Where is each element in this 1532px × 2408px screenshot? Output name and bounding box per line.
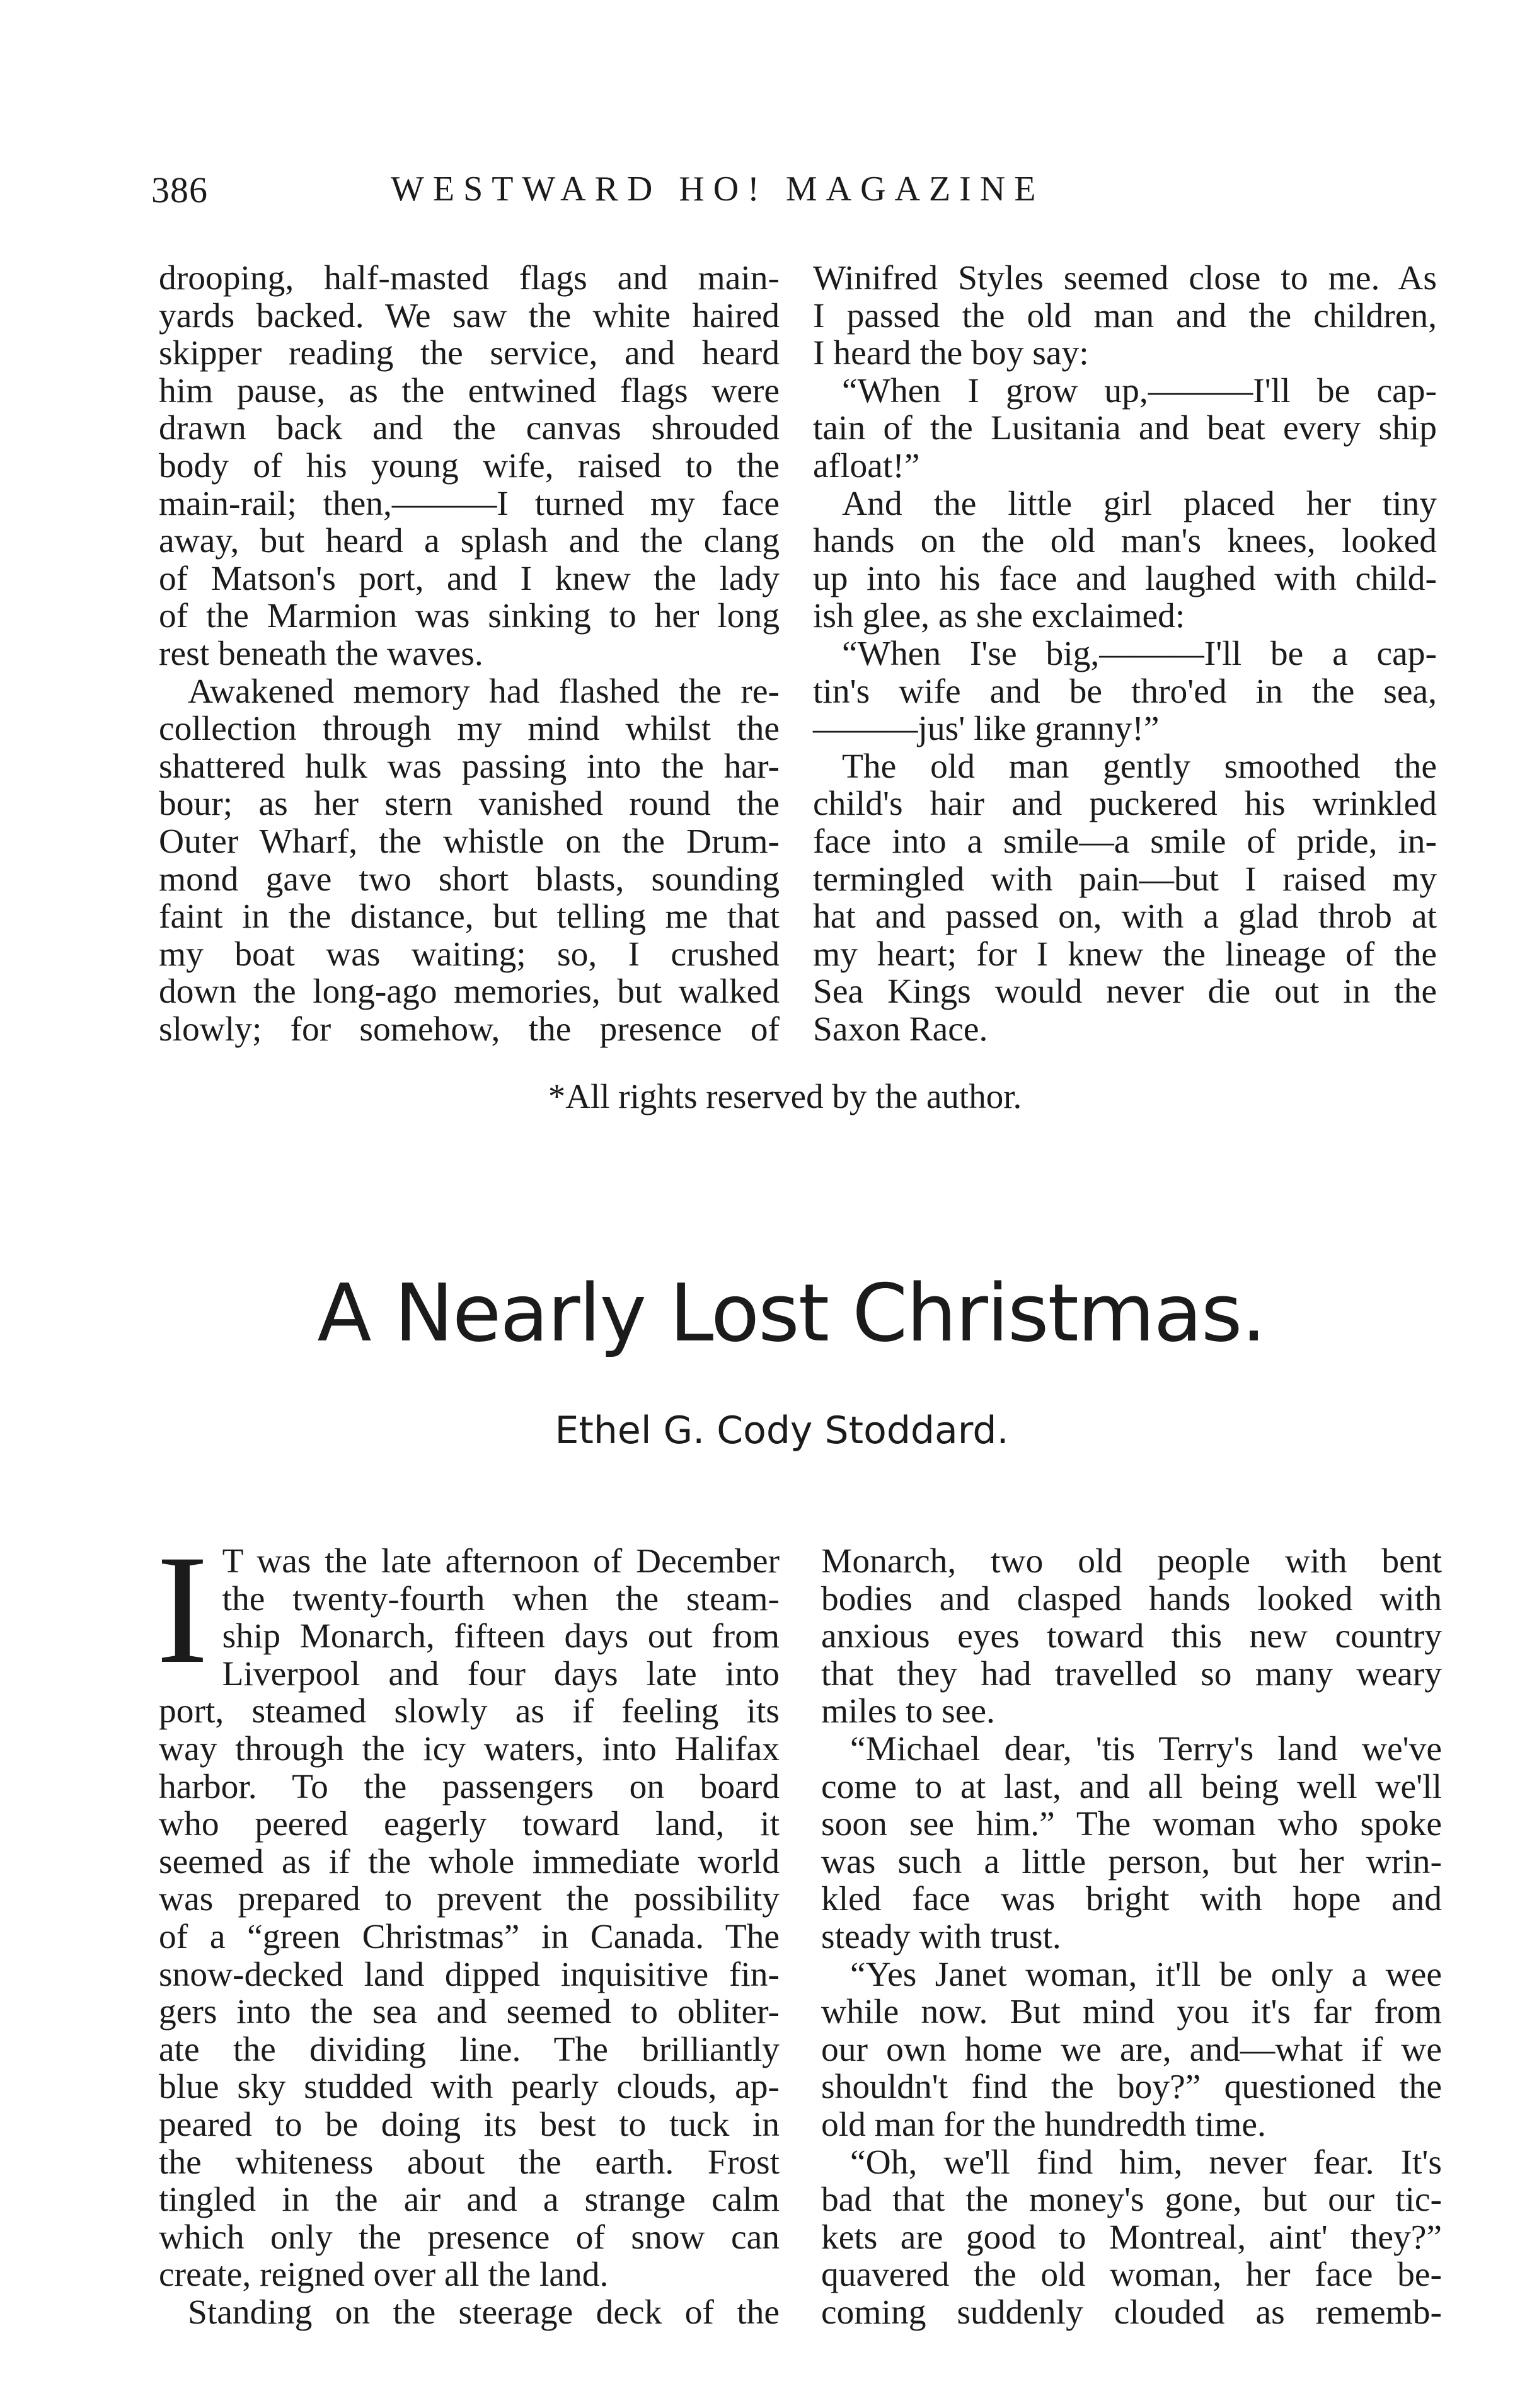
- text-line: our own home we are, and—what if we: [821, 2030, 1442, 2069]
- text-line: miles to see.: [821, 1692, 995, 1731]
- text-line: skipper reading the service, and heard: [159, 334, 780, 373]
- text-line: down the long-ago memories, but walked: [159, 972, 780, 1011]
- text-line: drooping, half-masted flags and main-: [159, 259, 780, 297]
- page-number: 386: [151, 170, 208, 210]
- text-line: of the Marmion was sinking to her long: [159, 597, 780, 636]
- text-line: And the little girl placed her tiny: [842, 484, 1437, 523]
- text-line: I heard the boy say:: [813, 334, 1089, 373]
- text-line: collection through my mind whilst the: [159, 710, 780, 749]
- text-line: snow-decked land dipped inquisitive fin-: [159, 1955, 780, 1994]
- text-line: kled face was bright with hope and: [821, 1880, 1442, 1919]
- text-line: hands on the old man's knees, looked: [813, 522, 1437, 561]
- text-line: of a “green Christmas” in Canada. The: [159, 1917, 780, 1956]
- running-head: [151, 169, 1160, 219]
- text-line: tain of the Lusitania and beat every ship: [813, 409, 1437, 448]
- text-line: termingled with pain—but I raised my: [813, 860, 1437, 899]
- text-line: kets are good to Montreal, aint' they?”: [821, 2218, 1442, 2257]
- text-line: I passed the old man and the children,: [813, 296, 1437, 335]
- text-line: Winifred Styles seemed close to me. As: [813, 259, 1437, 297]
- bottom-right-column: [821, 1542, 1442, 2332]
- text-line: him pause, as the entwined flags were: [159, 371, 780, 410]
- text-line: T was the late afternoon of December: [222, 1542, 780, 1581]
- text-line: my heart; for I knew the lineage of the: [813, 935, 1437, 974]
- text-line: Sea Kings would never die out in the: [813, 972, 1437, 1011]
- text-line: create, reigned over all the land.: [159, 2255, 609, 2295]
- text-line: rest beneath the waves.: [159, 634, 483, 673]
- text-line: main-rail; then,———I turned my face: [159, 484, 780, 523]
- text-line: soon see him.” The woman who spoke: [821, 1805, 1442, 1844]
- text-line: Outer Wharf, the whistle on the Drum-: [159, 822, 780, 861]
- text-line: seemed as if the whole immediate world: [159, 1842, 780, 1881]
- text-line: which only the presence of snow can: [159, 2218, 780, 2257]
- text-line: The old man gently smoothed the: [842, 747, 1437, 786]
- text-line: anxious eyes toward this new country: [821, 1617, 1442, 1656]
- text-line: “When I grow up,———I'll be cap-: [842, 371, 1437, 410]
- text-line: bad that the money's gone, but our tic-: [821, 2180, 1442, 2220]
- text-line: away, but heard a splash and the clang: [159, 522, 780, 561]
- text-line: “When I'se big,———I'll be a cap-: [842, 634, 1437, 673]
- footnote: *All rights reserved by the author.: [548, 1077, 1022, 1115]
- text-line: was prepared to prevent the possibility: [159, 1880, 780, 1919]
- text-line: harbor. To the passengers on board: [159, 1767, 780, 1806]
- text-line: who peered eagerly toward land, it: [159, 1805, 780, 1844]
- text-line: come to at last, and all being well we'll: [821, 1767, 1442, 1806]
- text-line: gers into the sea and seemed to obliter-: [159, 1993, 780, 2032]
- text-line: peared to be doing its best to tuck in: [159, 2105, 780, 2144]
- text-line: that they had travelled so many weary: [821, 1654, 1442, 1693]
- text-line: faint in the distance, but telling me that: [159, 897, 780, 936]
- text-line: the whiteness about the earth. Frost: [159, 2143, 780, 2182]
- text-line: port, steamed slowly as if feeling its: [159, 1692, 780, 1731]
- text-line: up into his face and laughed with child-: [813, 559, 1437, 598]
- text-line: shouldn't find the boy?” questioned the: [821, 2068, 1442, 2107]
- text-line: ate the dividing line. The brilliantly: [159, 2030, 780, 2069]
- text-line: tingled in the air and a strange calm: [159, 2180, 780, 2220]
- text-line: mond gave two short blasts, sounding: [159, 860, 780, 899]
- text-line: of Matson's port, and I knew the lady: [159, 559, 780, 598]
- text-line: quavered the old woman, her face be-: [821, 2255, 1442, 2295]
- text-line: Saxon Race.: [813, 1010, 988, 1049]
- article-title: A Nearly Lost Christmas.: [317, 1267, 1265, 1359]
- text-line: “Yes Janet woman, it'll be only a wee: [850, 1955, 1442, 1994]
- drop-cap: I: [156, 1523, 209, 1696]
- text-line: “Michael dear, 'tis Terry's land we've: [850, 1729, 1442, 1768]
- text-line: child's hair and puckered his wrinkled: [813, 785, 1437, 824]
- text-line: ship Monarch, fifteen days out from: [222, 1617, 780, 1656]
- text-line: shattered hulk was passing into the har-: [159, 747, 780, 786]
- text-line: yards backed. We saw the white haired: [159, 296, 780, 335]
- text-line: while now. But mind you it's far from: [821, 1993, 1442, 2032]
- text-line: slowly; for somehow, the presence of: [159, 1010, 780, 1049]
- text-line: “Oh, we'll find him, never fear. It's: [850, 2143, 1442, 2182]
- text-line: tin's wife and be thro'ed in the sea,: [813, 672, 1437, 711]
- text-line: way through the icy waters, into Halifax: [159, 1729, 780, 1768]
- text-line: blue sky studded with pearly clouds, ap-: [159, 2068, 780, 2107]
- text-line: coming suddenly clouded as rememb-: [821, 2293, 1442, 2332]
- magazine-title: WESTWARD HO! MAGAZINE: [391, 170, 1045, 209]
- text-line: bour; as her stern vanished round the: [159, 785, 780, 824]
- article-author: Ethel G. Cody Stoddard.: [555, 1409, 1009, 1453]
- text-line: Monarch, two old people with bent: [821, 1542, 1442, 1581]
- text-line: steady with trust.: [821, 1917, 1061, 1956]
- text-line: face into a smile—a smile of pride, in-: [813, 822, 1437, 861]
- text-line: hat and passed on, with a glad throb at: [813, 897, 1437, 936]
- text-line: ———jus' like granny!”: [813, 710, 1160, 749]
- text-line: drawn back and the canvas shrouded: [159, 409, 780, 448]
- text-line: ish glee, as she exclaimed:: [813, 597, 1185, 636]
- top-right-column: [813, 260, 1437, 1054]
- text-line: bodies and clasped hands looked with: [821, 1579, 1442, 1618]
- text-line: the twenty-fourth when the steam-: [222, 1579, 780, 1618]
- text-line: Standing on the steerage deck of the: [188, 2293, 780, 2332]
- text-line: my boat was waiting; so, I crushed: [159, 935, 780, 974]
- bottom-left-column: [156, 1523, 780, 2332]
- text-line: was such a little person, but her wrin-: [821, 1842, 1442, 1881]
- top-left-column: [159, 260, 780, 1054]
- text-line: afloat!”: [813, 446, 920, 485]
- text-line: old man for the hundredth time.: [821, 2105, 1266, 2144]
- text-line: body of his young wife, raised to the: [159, 446, 780, 485]
- text-line: Liverpool and four days late into: [222, 1654, 780, 1693]
- text-line: Awakened memory had flashed the re-: [188, 672, 780, 711]
